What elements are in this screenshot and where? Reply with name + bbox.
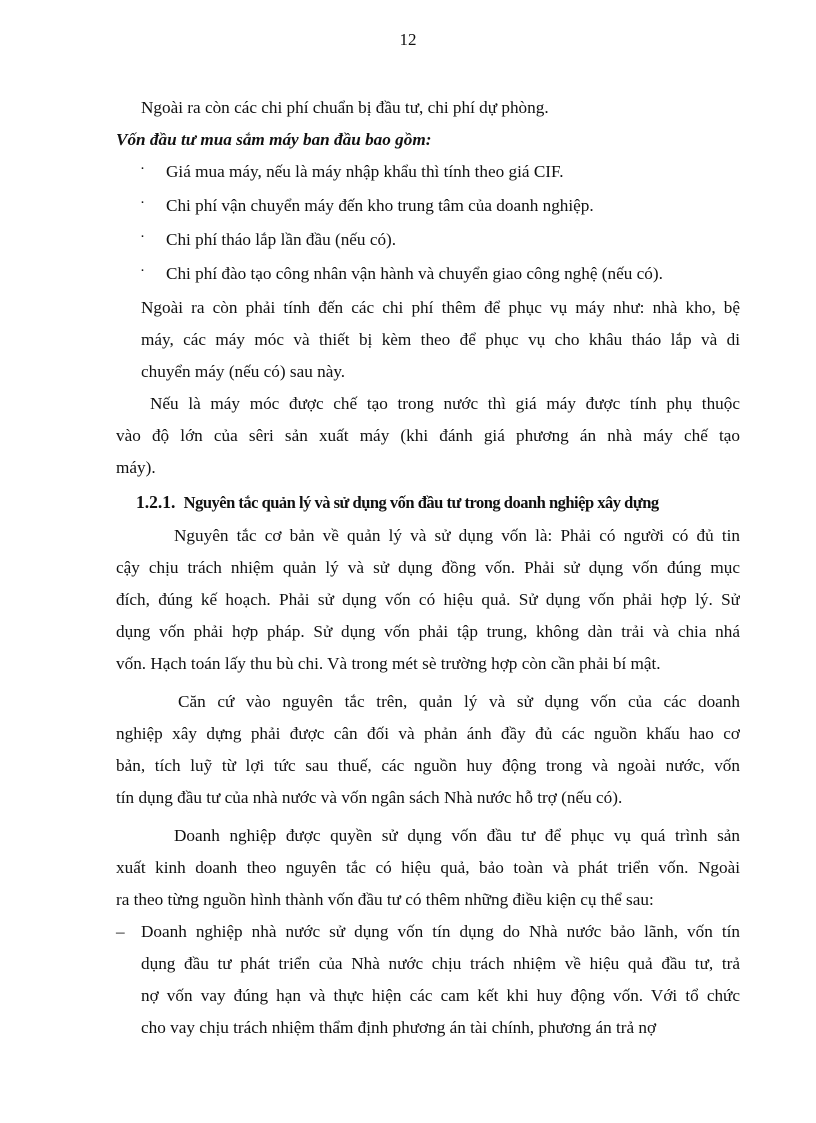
dash-marker: – [116,922,125,941]
paragraph-line: vốn. Hạch toán lấy thu bù chi. Và trong mét sè trường hợp còn cần phải bí mật. [116,654,661,673]
paragraph-line: nghiệp xây dựng phải được cân đối và phản ánh đầy đủ các nguồn khấu hao cơ [116,724,740,743]
bullet-list [0,156,816,292]
paragraph-line: Nếu là máy móc được chế tạo trong nước thì giá máy được tính phụ thuộc [150,394,740,413]
paragraph-line: cậy chịu trách nhiệm quản lý và sử dụng đồng vốn. Phải sử dụng vốn đúng mục [116,558,740,577]
dash-list-item [0,916,816,1044]
paragraph-line: ra theo từng nguồn hình thành vốn đầu tư có thêm những điều kiện cụ thể sau: [116,890,654,909]
bullet-text: Chi phí tháo lắp lần đầu (nếu có). [166,230,397,249]
paragraph-line: đích, đúng kế hoạch. Phải sử dụng vốn có hiệu quả. Sử dụng vốn phải hợp lý. Sử [116,590,740,609]
paragraph-line: Ngoài ra còn phải tính đến các chi phí thêm để phục vụ máy như: nhà kho, bệ [141,298,740,317]
page-number: 12 [399,30,417,49]
paragraph-line: chuyển máy (nếu có) sau này. [141,362,346,381]
note-paragraph [141,292,740,388]
principle-paragraph [116,520,740,680]
paragraph-line: dụng đầu tư phát triển của Nhà nước chịu trách nhiệm về hiệu quả đầu tư, trả [141,954,740,973]
list-item [0,258,816,292]
bullet-text: Giá mua máy, nếu là máy nhập khẩu thì tính theo giá CIF. [166,162,564,181]
bullet-marker: · [140,161,145,177]
intro-line: Ngoài ra còn các chi phí chuẩn bị đầu tư, chi phí dự phòng. [141,98,549,117]
rights-paragraph [116,820,740,916]
bullet-text: Chi phí đào tạo công nhân vận hành và chuyển giao công nghệ (nếu có). [166,264,663,283]
section-heading [136,484,816,520]
list-item [0,156,816,190]
page-content [0,92,816,1044]
paragraph-line: vào độ lớn của sêri sản xuất máy (khi đánh giá phương án nhà máy chế tạo [116,426,740,445]
paragraph-line: tín dụng đầu tư của nhà nước và vốn ngân sách Nhà nước hỗ trợ (nếu có). [116,788,623,807]
list-item [0,190,816,224]
section-number: 1.2.1. [136,492,176,512]
paragraph-line: Nguyên tắc cơ bản về quản lý và sử dụng vốn là: Phải có người có đủ tin [174,526,740,545]
paragraph-line: Căn cứ vào nguyên tắc trên, quản lý và sử dụng vốn của các doanh [178,692,740,711]
section-title: Nguyên tắc quản lý và sử dụng vốn đầu tư trong doanh nghiệp xây dựng [183,493,659,512]
paragraph-line: máy, các máy móc và thiết bị kèm theo để phục vụ cho khâu tháo lắp và di [141,330,740,349]
domestic-paragraph [116,388,740,484]
paragraph-line: Doanh nghiệp được quyền sử dụng vốn đầu tư để phục vụ quá trình sản [174,826,740,845]
bullet-marker: · [140,195,145,211]
paragraph-line: bản, tích luỹ từ lợi tức sau thuế, các nguồn huy động trong và ngoài nước, vốn [116,756,740,775]
list-item [0,224,816,258]
paragraph-line: máy). [116,458,156,477]
paragraph-line: Doanh nghiệp nhà nước sử dụng vốn tín dụng do Nhà nước bảo lãnh, vốn tín [141,922,740,941]
bullet-marker: · [140,263,145,279]
paragraph-line: xuất kinh doanh theo nguyên tắc có hiệu quả, bảo toàn và phát triển vốn. Ngoài [116,858,740,877]
paragraph-line: dụng vốn phải hợp pháp. Sử dụng vốn phải tập trung, không dàn trải và chia nhá [116,622,740,641]
paragraph-line: nợ vốn vay đúng hạn và thực hiện các cam kết khi huy động vốn. Với tổ chức [141,986,740,1005]
paragraph-line: cho vay chịu trách nhiệm thẩm định phương án tài chính, phương án trả nợ [141,1018,657,1037]
subheading: Vốn đầu tư mua sắm máy ban đầu bao gồm: [116,130,432,149]
bullet-marker: · [140,229,145,245]
basis-paragraph [116,686,740,814]
bullet-text: Chi phí vận chuyển máy đến kho trung tâm của doanh nghiệp. [166,196,594,215]
